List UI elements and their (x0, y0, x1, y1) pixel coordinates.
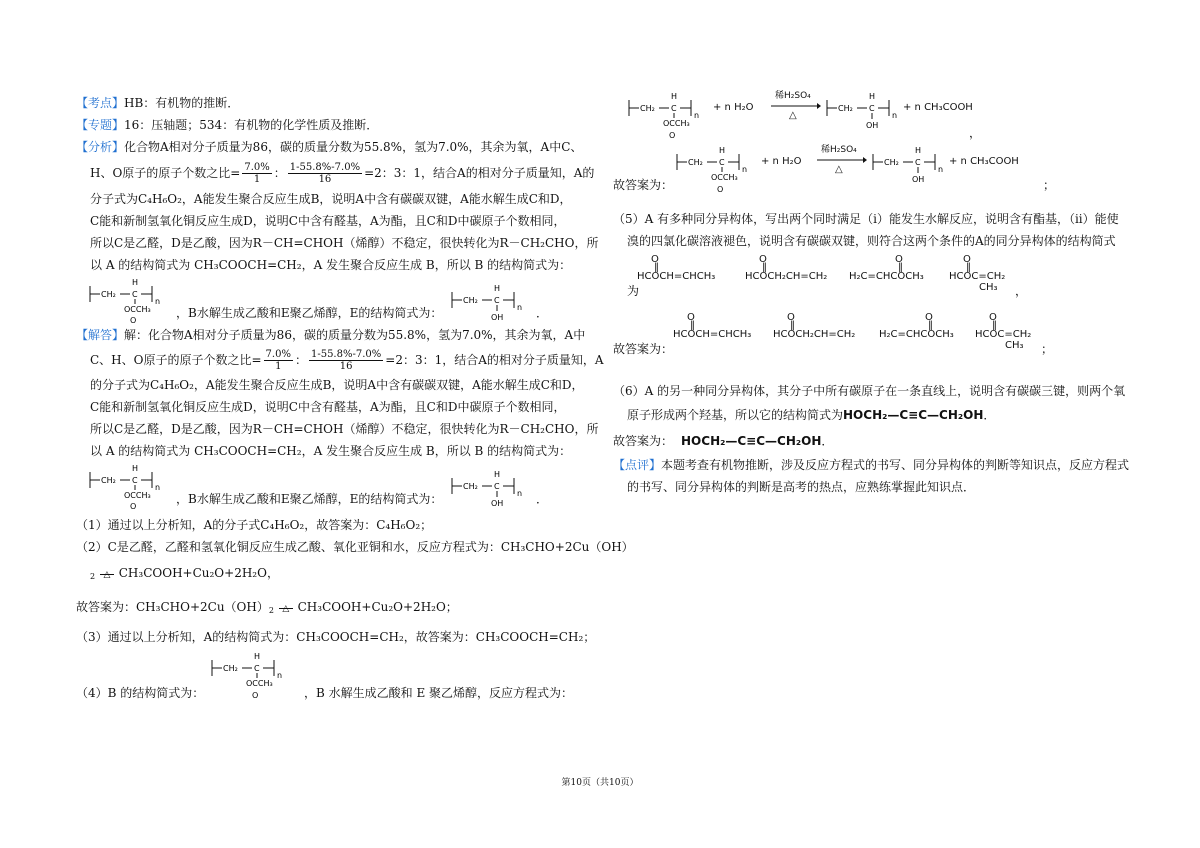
polymer-h: H (132, 464, 139, 473)
polymer-occh3: OCCH₃ (124, 491, 151, 500)
polymer-ch2: CH₂ (463, 482, 478, 491)
polymer-e-structure (823, 92, 913, 132)
answer-2-line-1: （2）C是乙醛，乙醛和氢氧化铜反应生成乙酸、氧化亚铜和水，反应方程式为：CH₃CHO+2Cu（OH） (76, 540, 634, 554)
polymer-ch2: CH₂ (688, 158, 703, 167)
fenxi-text-7: ，B水解生成乙酸和E聚乙烯醇，E的结构简式为： (176, 306, 443, 320)
polymer-occh3: OCCH₃ (124, 305, 151, 314)
polymer-b-structure (625, 90, 725, 140)
comma: ， (1015, 284, 1028, 298)
jieda-text-2a: C、H、O原子的原子个数之比= (90, 353, 262, 367)
hydrolysis-equation-answer (613, 140, 1133, 200)
isomer-formula: HCOCH=CHCH₃ (673, 329, 752, 340)
polymer-o: O (252, 691, 259, 700)
zhuanti-line (76, 114, 596, 136)
subscript-2: 2 (268, 606, 274, 615)
polymer-e-structure (448, 284, 538, 324)
zhuanti-text: 16：压轴题；534：有机物的化学性质及推断． (124, 118, 379, 132)
jieda-line-2: C、H、O原子的原子个数之比= $\frac{7.0\%}{1}$ ： $\frac{1-55.8\%-7.0\%}{16}$ =2：3：1，结合A的相对分子质量知，A (90, 349, 604, 372)
question-6-line-2 (613, 402, 1133, 428)
frac-num: 1-55.8%-7.0% (310, 349, 382, 360)
jieda-line-1 (76, 324, 596, 346)
polymer-c: C (494, 296, 500, 305)
polymer-h: H (869, 92, 876, 101)
fenxi-tag: 【分析】 (76, 140, 125, 154)
frac-num: 7.0% (244, 162, 270, 173)
zhuanti-tag: 【专题】 (76, 118, 125, 132)
frac-den: 16 (318, 174, 332, 185)
heat-arrow (99, 558, 115, 590)
polymer-n: n (517, 303, 523, 312)
polymer-h: H (132, 278, 139, 287)
fenxi-text-1: 化合物A相对分子质量为86，碳的质量分数为55.8%，氢为7.0%，其余为氧，A中C、 (124, 140, 583, 154)
heat-icon: △ (103, 570, 111, 580)
polymer-ch2: CH₂ (838, 104, 853, 113)
isomer-formula: HCOCH₂CH=CH₂ (745, 271, 828, 282)
polymer-b-structure (86, 462, 186, 510)
jieda-text-6: 以 A 的结构简式为 CH₃COOCH=CH₂，A 发生聚合反应生成 B，所以 B 的结构简式为： (90, 444, 572, 458)
jieda-text-2b: =2：3：1，结合A的相对分子质量知，A (385, 353, 604, 367)
plus-water: + n H₂O (761, 156, 802, 167)
isomer-formula: H₂C=CHCOCH₃ (849, 271, 924, 282)
kaodian-tag: 【考点】 (76, 96, 125, 110)
polymer-n: n (155, 483, 161, 492)
polymer-c: C (671, 104, 677, 113)
polymer-ch2: CH₂ (101, 290, 116, 299)
plus-acetic-acid: + n CH₃COOH (903, 102, 973, 113)
jieda-text-7: ，B水解生成乙酸和E聚乙烯醇，E的结构简式为： (176, 492, 443, 506)
carbonyl-o: O (651, 254, 659, 265)
polymer-b-structure (673, 144, 773, 194)
jieda-text-3: 的分子式为C₄H₆O₂，A能发生聚合反应生成B，说明A中含有碳碳双键，A能水解生成C和D， (90, 378, 584, 392)
isomer-formula: HCOCH₂CH=CH₂ (773, 329, 856, 340)
hydrolysis-equation-1 (613, 88, 1133, 140)
plus-water: + n H₂O (713, 102, 754, 113)
frac-num: 7.0% (265, 349, 291, 360)
polymer-c: C (915, 158, 921, 167)
fraction-h (242, 162, 271, 185)
answer-2-final (76, 592, 596, 626)
isomer-2: O ‖ HCOCH₂CH=CH₂ (745, 254, 828, 282)
comma: ， (969, 126, 982, 140)
isomer-4: O ‖ HCOC=CH₂ CH₃ (949, 254, 1006, 293)
answer-4-a: （4）B 的结构简式为： (76, 686, 205, 700)
reagent-label: 稀H₂SO₄ (775, 91, 811, 101)
polymer-n: n (155, 297, 161, 306)
dianping-line-1 (613, 454, 1133, 476)
isomer-row-1 (613, 252, 1133, 304)
period: ． (983, 408, 996, 422)
answer-2-line-2 (76, 558, 596, 592)
fenxi-text-2b: =2：3：1，结合A的相对分子质量知，A的 (364, 166, 595, 180)
carbonyl-o: O (787, 312, 795, 323)
carbonyl-o: O (895, 254, 903, 265)
reagent-label: 稀H₂SO₄ (821, 145, 857, 155)
polymer-c: C (869, 104, 875, 113)
fenxi-text-5: 所以C是乙醛，D是乙酸，因为R－CH=CHOH（烯醇）不稳定，很快转化为R－CH₂CHO，所 (90, 236, 599, 250)
question-6-text: 原子形成两个羟基，所以它的结构简式为 (627, 408, 844, 422)
polymer-occh3: OCCH₃ (246, 679, 273, 688)
polymer-h: H (494, 284, 501, 293)
period: ． (821, 434, 834, 448)
jieda-text-1: 解：化合物A相对分子质量为86，碳的质量分数为55.8%，氢为7.0%，其余为氧，A中 (124, 328, 586, 342)
question-5-line-1: （5）A 有多种同分异构体，写出两个同时满足（i）能发生水解反应，说明含有酯基，（ii）能使 (613, 212, 1119, 226)
carbonyl-o: O (759, 254, 767, 265)
answer-4 (76, 648, 596, 704)
isomer-formula: HCOC=CH₂ (949, 271, 1006, 282)
carbonyl-o: O (989, 312, 997, 323)
fenxi-text-2a: H、O原子的原子个数之比= (90, 166, 241, 180)
polymer-n: n (892, 111, 898, 120)
polymer-n: n (517, 489, 523, 498)
polymer-oh: OH (491, 313, 504, 322)
polymer-c: C (132, 476, 138, 485)
polymer-ch2: CH₂ (101, 476, 116, 485)
carbonyl-o: O (687, 312, 695, 323)
polymer-c: C (719, 158, 725, 167)
dianping-text-2: 的书写、同分异构体的判断是高考的热点，应熟练掌握此知识点． (627, 480, 976, 494)
answer-1: （1）通过以上分析知，A的分子式C₄H₆O₂，故答案为：C₄H₆O₂； (76, 518, 433, 532)
isomer-3: O ‖ H₂C=CHCOCH₃ (879, 312, 954, 340)
isomer-4: O ‖ HCOC=CH₂ CH₃ (975, 312, 1032, 351)
polymer-o: O (669, 131, 676, 140)
isomer-2: O ‖ HCOCH₂CH=CH₂ (773, 312, 856, 340)
frac-den: 16 (339, 361, 353, 372)
isomer-formula: HCOC=CH₂ (975, 329, 1032, 340)
question-6-answer (613, 428, 1133, 454)
heat-icon: △ (282, 604, 290, 614)
polymer-c: C (254, 664, 260, 673)
polymer-ch2: CH₂ (640, 104, 655, 113)
answer-prefix: 故答案为： (613, 178, 674, 192)
polymer-ch2: CH₂ (884, 158, 899, 167)
isomer-formula: HCOCH=CHCH₃ (637, 271, 716, 282)
answer-2-text: CH₃COOH+Cu₂O+2H₂O， (118, 566, 279, 580)
reaction-arrow-icon (817, 156, 867, 164)
semicolon: ； (1043, 178, 1056, 192)
page-footer: 第10页（共10页） (561, 778, 639, 788)
answer-4-b: ，B 水解生成乙酸和 E 聚乙烯醇，反应方程式为： (304, 686, 574, 700)
polymer-e-structure (448, 470, 538, 510)
subscript-2: 2 (90, 572, 96, 581)
fenxi-line-2: H、O原子的原子个数之比= $\frac{7.0\%}{1}$ ： $\frac{1-55.8\%-7.0\%}{16}$ =2：3：1，结合A的相对分子质量知，A的 (90, 162, 595, 185)
plus-acetic-acid: + n CH₃COOH (949, 156, 1019, 167)
polymer-c: C (494, 482, 500, 491)
semicolon: ； (1041, 342, 1054, 356)
polymer-h: H (254, 652, 261, 661)
polymer-occh3: OCCH₃ (663, 119, 690, 128)
polymer-occh3: OCCH₃ (711, 173, 738, 182)
fraction-o (309, 349, 383, 372)
jieda-text-4: C能和新制氢氧化铜反应生成D，说明C中含有醛基，A为酯，且C和D中碳原子个数相同， (90, 400, 566, 414)
polymer-oh: OH (866, 121, 879, 130)
kaodian-text: HB：有机物的推断． (124, 96, 240, 110)
fraction-h (264, 349, 293, 372)
polymer-h: H (719, 146, 726, 155)
butynediol-structure: HOCH₂—C≡C—CH₂OH (843, 408, 984, 422)
jieda-structures: CH₂ C H n OCCH₃ O CH₂ C H n OH ，B水解生成乙酸和E聚乙烯醇，E的结构简式为： ． (76, 462, 596, 510)
polymer-n: n (694, 111, 700, 120)
kaodian-line (76, 92, 596, 114)
isomer-formula: H₂C=CHCOCH₃ (879, 329, 954, 340)
answer-prefix: 故答案为： (613, 434, 674, 448)
fenxi-text-4: C能和新制氢氧化铜反应生成D，说明C中含有醛基，A为酯，且C和D中碳原子个数相同， (90, 214, 566, 228)
polymer-c: C (132, 290, 138, 299)
isomer-ch3: CH₃ (1005, 340, 1024, 351)
isomer-row-2 (613, 310, 1133, 366)
isomer-ch3: CH₃ (979, 282, 998, 293)
fenxi-text-3: 分子式为C₄H₆O₂，A能发生聚合反应生成B，说明A中含有碳碳双键，A能水解生成C和D， (90, 192, 572, 206)
answer-2-final-a: 故答案为：CH₃CHO+2Cu（OH） (76, 600, 269, 614)
heat-arrow (278, 592, 294, 624)
answer-3: （3）通过以上分析知，A的结构简式为：CH₃COOCH=CH₂，故答案为：CH₃COOCH=CH₂； (76, 630, 596, 644)
polymer-n: n (742, 165, 748, 174)
question-5-wei: 为 (627, 284, 640, 298)
polymer-h: H (494, 470, 501, 479)
question-5-line-2: 溴的四氯化碳溶液褪色，说明含有碳碳双键，则符合这两个条件的A的同分异构体的结构简式 (627, 234, 1116, 248)
polymer-o: O (130, 316, 137, 324)
frac-num: 1-55.8%-7.0% (289, 162, 361, 173)
fenxi-structures: CH₂ C H n OCCH₃ O CH₂ C H n OH ，B水解生成乙酸和E聚乙烯醇，E的结构简式为： ． (76, 276, 596, 324)
polymer-b-structure (208, 650, 308, 700)
polymer-n: n (277, 671, 283, 680)
isomer-1: O ‖ HCOCH=CHCH₃ (637, 254, 716, 282)
jieda-tag: 【解答】 (76, 328, 125, 342)
carbonyl-o: O (963, 254, 971, 265)
right-column (613, 92, 1133, 498)
jieda-text-5: 所以C是乙醛，D是乙酸，因为R－CH=CHOH（烯醇）不稳定，很快转化为R－CH₂CHO，所 (90, 422, 599, 436)
heat-icon: △ (835, 164, 843, 175)
polymer-e-structure (869, 146, 959, 186)
polymer-b-structure (86, 276, 186, 324)
fenxi-line-1 (76, 136, 596, 158)
isomer-1: O ‖ HCOCH=CHCH₃ (673, 312, 752, 340)
fraction-o (288, 162, 362, 185)
polymer-o: O (717, 185, 724, 194)
dianping-text-1: 本题考查有机物推断，涉及反应方程式的书写、同分异构体的判断等知识点，反应方程式 (661, 458, 1130, 472)
fenxi-text-6: 以 A 的结构简式为 CH₃COOCH=CH₂，A 发生聚合反应生成 B，所以 B 的结构简式为： (90, 258, 572, 272)
frac-den: 1 (275, 361, 282, 372)
carbonyl-o: O (925, 312, 933, 323)
polymer-ch2: CH₂ (223, 664, 238, 673)
polymer-oh: OH (912, 175, 925, 184)
butynediol-answer: HOCH₂—C≡C—CH₂OH (681, 434, 822, 448)
heat-icon: △ (789, 110, 797, 121)
answer-2-final-b: CH₃COOH+Cu₂O+2H₂O； (297, 600, 458, 614)
question-6-line-1: （6）A 的另一种同分异构体，其分子中所有碳原子在一条直线上，说明含有碳碳三键，则两个氧 (613, 384, 1126, 398)
dianping-tag: 【点评】 (613, 458, 662, 472)
polymer-o: O (130, 502, 137, 510)
polymer-n: n (938, 165, 944, 174)
left-column (76, 92, 634, 704)
isomer-3: O ‖ H₂C=CHCOCH₃ (849, 254, 924, 282)
answer-prefix: 故答案为： (613, 342, 674, 356)
frac-den: 1 (253, 174, 261, 185)
polymer-ch2: CH₂ (463, 296, 478, 305)
polymer-oh: OH (491, 499, 504, 508)
polymer-h: H (915, 146, 922, 155)
polymer-h: H (671, 92, 678, 101)
reaction-arrow-icon (771, 102, 821, 110)
